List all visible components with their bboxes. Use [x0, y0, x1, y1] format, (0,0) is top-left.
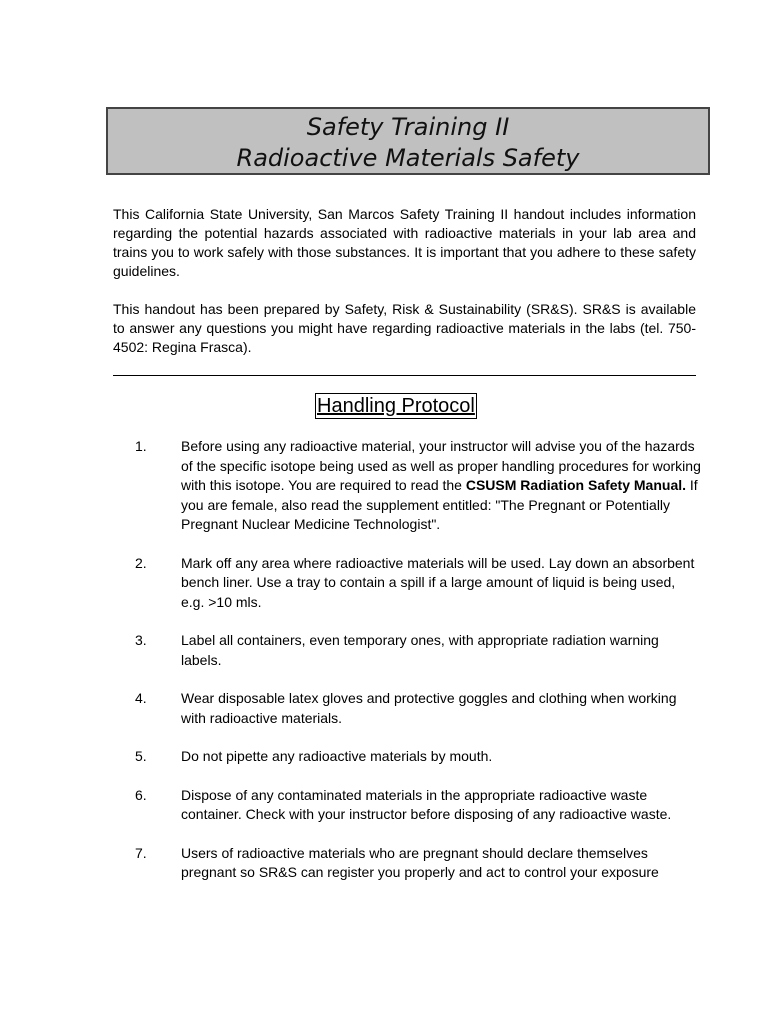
item-text: Mark off any area where radioactive materials will be used. Lay down an absorbent bench liner. Use a tray to contain a spill if a large amount of liquid is being used, e.g. >10 mls.: [181, 554, 695, 610]
protocol-item-6: [0, 786, 770, 825]
item-text: Label all containers, even temporary ones, with appropriate radiation warning labels.: [181, 632, 659, 668]
title-box: [106, 107, 710, 175]
item-number: 7.: [135, 844, 147, 861]
item-text: Do not pipette any radioactive materials by mouth.: [181, 748, 493, 764]
manual-title: CSUSM Radiation Safety Manual.: [465, 477, 687, 493]
item-text: [181, 437, 701, 535]
protocol-item-1: [0, 437, 770, 535]
horizontal-divider: [113, 375, 696, 376]
protocol-item-5: [0, 747, 770, 767]
intro-paragraph-2: This handout has been prepared by Safety, Risk & Sustainability (SR&S). SR&S is available to answer any questions you might have regarding radioactive materials in the labs (tel. 750-4502: Regina Frasca).: [113, 301, 696, 355]
item-text: Dispose of any contaminated materials in the appropriate radioactive waste container. Check with your instructor before disposing of any radioactive waste.: [181, 786, 672, 822]
document-subtitle: Radioactive Materials Safety: [236, 144, 580, 172]
item-text-after: If you are female, also read the supplement entitled: "The Pregnant or Potentially Pregnant Nuclear Medicine Technologist".: [181, 477, 698, 532]
protocol-item-2: [0, 554, 770, 613]
item-text-before: Before using any radioactive material, your instructor will advise you of the hazards of the specific isotope being used as well as proper handling procedures for working with this isotope. You are required to read the: [181, 438, 701, 493]
protocol-list: [0, 437, 770, 902]
intro-paragraph-1: This California State University, San Marcos Safety Training II handout includes information regarding the potential hazards associated with radioactive materials in your lab area and trains you to work safely with those substances. It is important that you adhere to these safety guidelines.: [113, 206, 696, 279]
protocol-item-7: [0, 844, 770, 883]
item-number: 5.: [135, 748, 147, 764]
section-heading: Handling Protocol: [317, 395, 475, 417]
item-text: Wear disposable latex gloves and protective goggles and clothing when working with radioactive materials.: [181, 690, 677, 726]
item-text: Users of radioactive materials who are pregnant should declare themselves pregnant so SR&S can register you properly and act to control your exposure: [181, 844, 659, 880]
item-number: 1.: [135, 438, 147, 454]
item-number: 6.: [135, 786, 147, 803]
protocol-item-3: [0, 631, 770, 670]
document-title: Safety Training II: [306, 113, 510, 141]
item-number: 3.: [135, 632, 147, 648]
protocol-item-4: [0, 689, 770, 728]
item-number: 2.: [135, 554, 147, 571]
item-number: 4.: [135, 690, 147, 706]
